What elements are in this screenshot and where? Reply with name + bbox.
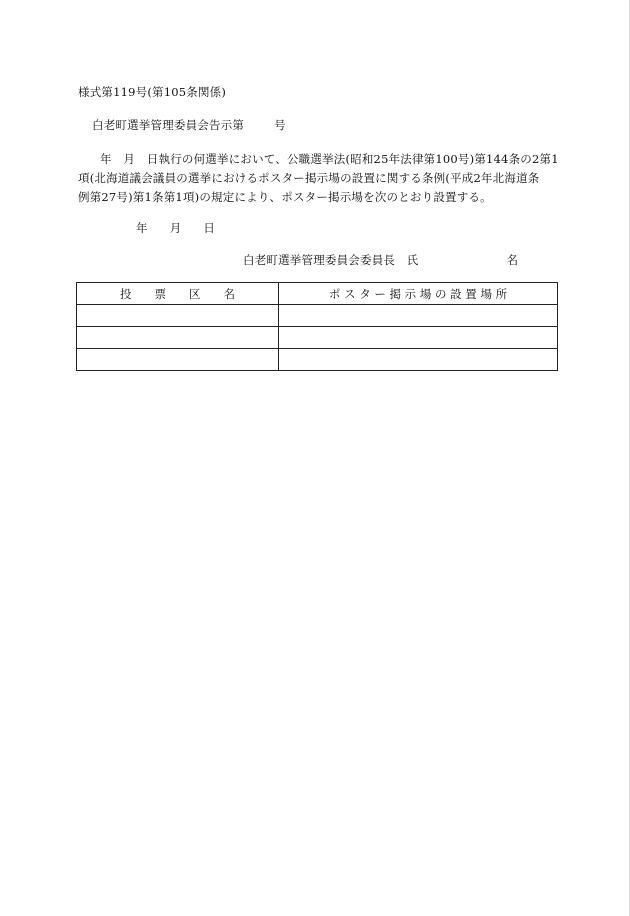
table-header-row — [77, 283, 558, 305]
paragraph-line-2: 項(北海道議会議員の選挙におけるポスター掲示場の設置に関する条例(平成2年北海道条 — [78, 171, 540, 185]
signature-prefix: 白老町選挙管理委員会委員長 氏 — [243, 253, 419, 267]
table-cell — [77, 305, 279, 327]
date-line — [136, 220, 215, 236]
header-poster-location: ポ ス タ ー 掲 示 場 の 設 置 場 所 — [279, 283, 558, 305]
paragraph-line-1: 年 月 日執行の何選挙において、公職選挙法(昭和25年法律第100号)第144条の2第1 — [100, 152, 559, 166]
poster-location-table — [76, 282, 558, 371]
table-row — [77, 349, 558, 371]
notice-title-suffix: 号 — [274, 118, 286, 132]
table-cell — [279, 349, 558, 371]
date-day: 日 — [203, 221, 216, 235]
form-number: 様式第119号(第105条関係) — [78, 85, 227, 99]
table-cell — [77, 327, 279, 349]
signature-line — [243, 252, 518, 268]
date-year: 年 — [136, 221, 148, 235]
table-row — [77, 305, 558, 327]
paragraph-line-3: 例第27号)第1条第1項)の規定により、ポスター掲示場を次のとおり設置する。 — [78, 190, 492, 204]
table-row — [77, 327, 558, 349]
notice-title — [92, 117, 286, 133]
table-cell — [77, 349, 279, 371]
table-cell — [279, 327, 558, 349]
notice-title-prefix: 白老町選挙管理委員会告示第 — [92, 118, 245, 132]
date-month: 月 — [169, 221, 182, 235]
signature-suffix: 名 — [506, 253, 519, 267]
header-polling-district: 投 票 区 名 — [77, 283, 279, 305]
table-cell — [279, 305, 558, 327]
